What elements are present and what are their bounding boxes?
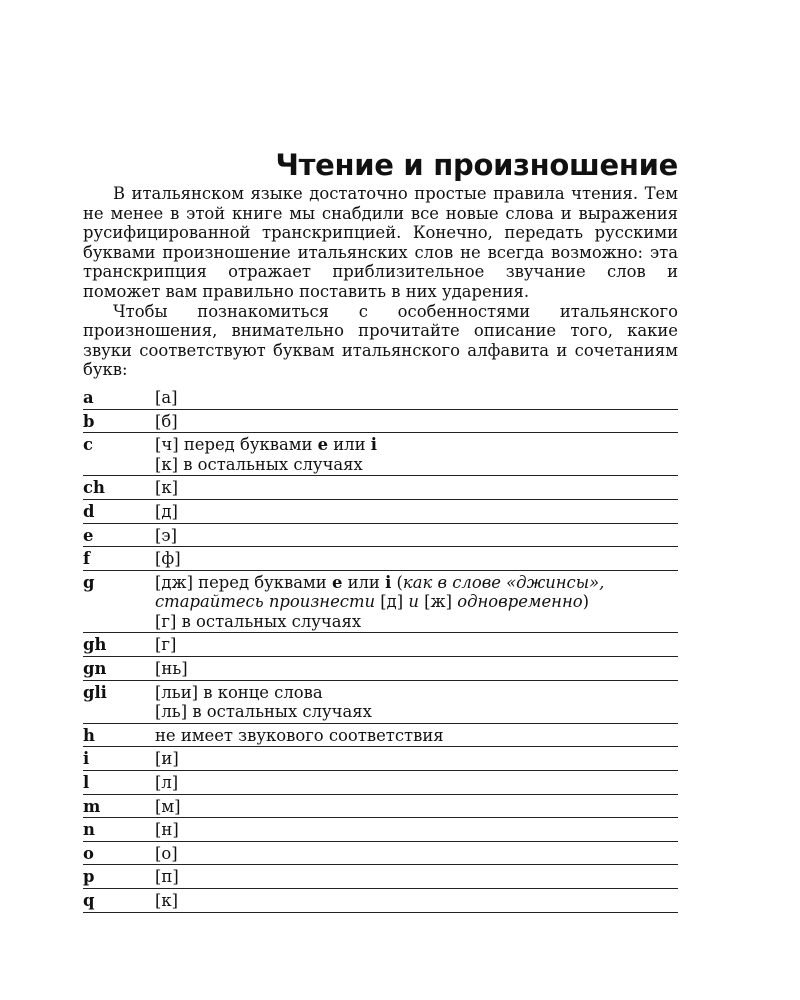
sound-line: не имеет звукового соответствия <box>155 725 444 745</box>
pronunciation-table-body <box>83 386 678 912</box>
letter-cell: l <box>83 773 90 793</box>
sound-line: [к] <box>155 891 179 910</box>
sound-line <box>155 435 678 455</box>
sound-text: ( <box>391 572 403 592</box>
table-row <box>83 547 678 571</box>
sound-line: [п] <box>155 867 179 887</box>
sound-cell <box>155 865 678 889</box>
table-row <box>83 499 678 523</box>
table-row <box>83 794 678 818</box>
sound-cell <box>155 818 678 842</box>
letter-cell: m <box>83 796 101 816</box>
sound-cell <box>155 723 678 747</box>
table-row <box>83 818 678 842</box>
letter-cell: g <box>83 572 95 592</box>
table-row <box>83 771 678 795</box>
sound-cell <box>155 386 678 409</box>
sound-text: [ж] <box>424 592 453 612</box>
sound-text: [дж] перед буквами <box>155 572 332 592</box>
table-row <box>83 747 678 771</box>
italic-note: и <box>403 592 425 612</box>
sound-cell <box>155 680 678 723</box>
letter-cell: gli <box>83 682 107 702</box>
page-title: Чтение и произношение <box>275 148 678 182</box>
sound-line: [к] в остальных случаях <box>155 454 363 474</box>
sound-line: [нь] <box>155 659 188 679</box>
sound-line: [г] в остальных случаях <box>155 611 362 631</box>
sound-text: или <box>328 435 371 455</box>
sound-cell <box>155 547 678 571</box>
italic-note: одновременно <box>452 592 583 612</box>
letter-highlight: e <box>317 435 329 455</box>
sound-line: [ф] <box>155 549 181 569</box>
table-row <box>83 476 678 500</box>
table-row <box>83 889 678 913</box>
sound-line <box>155 592 678 612</box>
letter-cell: gn <box>83 659 107 679</box>
letter-cell: c <box>83 435 93 455</box>
intro-paragraph: В итальянском языке достаточно простые правила чтения. Тем не менее в этой книге мы снабдили все новые слова и выражения русифицированной транскрипцией. Конечно, передать русскими буквами произношение итальянских слов не всегда возможно: эта транскрипция отражает приблизительное звучание слов и поможет вам правильно поставить в них ударения. <box>83 184 678 301</box>
table-row <box>83 386 678 409</box>
sound-line: [м] <box>155 796 181 816</box>
sound-cell <box>155 657 678 681</box>
italic-note: старайтесь произнести <box>155 592 381 612</box>
sound-cell <box>155 570 678 633</box>
letter-cell: gh <box>83 635 107 655</box>
table-row <box>83 841 678 865</box>
sound-text: или <box>342 572 386 592</box>
sound-line: [д] <box>155 501 178 521</box>
letter-cell: o <box>83 843 94 863</box>
table-row <box>83 433 678 476</box>
table-row <box>83 680 678 723</box>
sound-line: [б] <box>155 411 178 431</box>
letter-cell: n <box>83 820 95 840</box>
sound-cell <box>155 499 678 523</box>
sound-cell <box>155 633 678 657</box>
letter-cell: p <box>83 867 95 887</box>
table-row <box>83 409 678 433</box>
table-row <box>83 723 678 747</box>
table-row <box>83 523 678 547</box>
sound-line: [л] <box>155 773 179 793</box>
page-content <box>83 148 678 913</box>
letter-cell: a <box>83 387 94 407</box>
sound-cell <box>155 747 678 771</box>
letter-cell: h <box>83 725 95 745</box>
letter-cell: e <box>83 525 94 545</box>
letter-highlight: e <box>331 572 343 592</box>
table-row <box>83 865 678 889</box>
letter-highlight: i <box>370 435 377 455</box>
letter-cell: ch <box>83 478 105 498</box>
sound-line: [г] <box>155 635 177 655</box>
letter-cell: b <box>83 411 95 431</box>
letter-highlight: i <box>385 572 392 592</box>
sound-cell <box>155 476 678 500</box>
sound-line <box>155 573 678 593</box>
sound-cell <box>155 433 678 476</box>
sound-cell <box>155 523 678 547</box>
letter-cell: f <box>83 549 91 569</box>
letter-cell: q <box>83 891 95 910</box>
sound-line: [и] <box>155 749 179 769</box>
table-row <box>83 570 678 633</box>
sound-text: [ч] перед буквами <box>155 435 318 455</box>
sound-cell <box>155 841 678 865</box>
letter-cell: d <box>83 501 95 521</box>
sound-cell <box>155 889 678 913</box>
sound-line: [к] <box>155 478 179 498</box>
sound-cell <box>155 409 678 433</box>
sound-text: [д] <box>380 592 404 612</box>
sound-cell <box>155 794 678 818</box>
letter-cell: i <box>83 749 90 769</box>
sound-line: [н] <box>155 820 179 840</box>
sound-line: [льи] в конце слова <box>155 682 323 702</box>
sound-line: [ль] в остальных случаях <box>155 702 372 722</box>
sound-text: ) <box>582 592 590 612</box>
sound-line: [а] <box>155 387 178 407</box>
table-row <box>83 657 678 681</box>
sound-line: [э] <box>155 525 177 545</box>
italic-note: как в слове «джинсы», <box>402 572 605 592</box>
alphabet-intro-paragraph: Чтобы познакомиться с особенностями итальянского произношения, внимательно прочитайте описание того, какие звуки соответствуют буквам итальянского алфавита и сочетаниям букв: <box>83 301 678 380</box>
table-row <box>83 633 678 657</box>
sound-cell <box>155 771 678 795</box>
pronunciation-table <box>83 386 678 913</box>
sound-line: [о] <box>155 843 178 863</box>
